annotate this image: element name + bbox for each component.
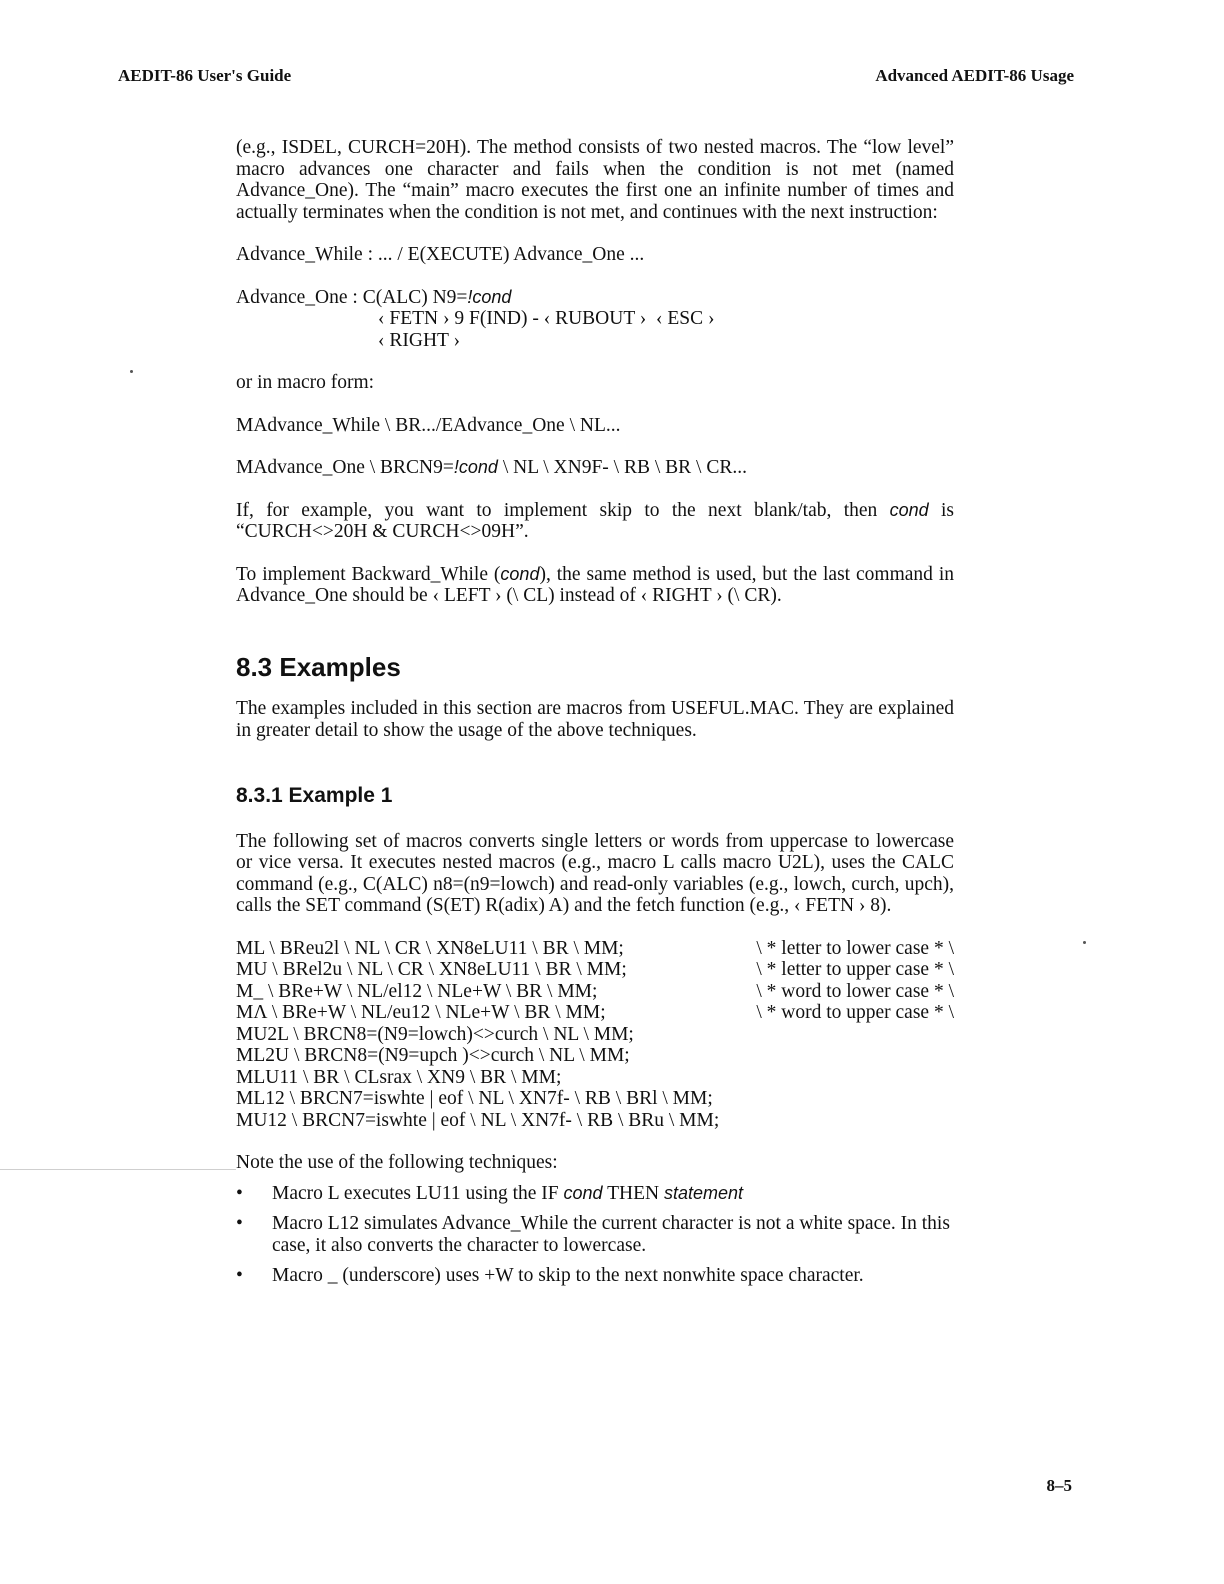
running-header-right: Advanced AEDIT-86 Usage bbox=[875, 66, 1074, 85]
skip-cond: cond bbox=[889, 499, 929, 520]
macro-code: ML12 \ BRCN7=iswhte | eof \ NL \ XN7f- \ RB \ BRl \ MM; bbox=[236, 1088, 713, 1109]
macro-code: MU12 \ BRCN7=iswhte | eof \ NL \ XN7f- \ RB \ BRu \ MM; bbox=[236, 1109, 720, 1131]
bullet-text: Macro L12 simulates Advance_While the current character is not a white space. In this case, it also converts the character to lowercase. bbox=[272, 1213, 950, 1256]
macro-advance-one bbox=[236, 457, 954, 479]
macro-form-label: or in macro form: bbox=[236, 372, 375, 393]
macro-one-suffix: \ NL \ XN9F- \ RB \ BR \ CR... bbox=[497, 457, 747, 478]
macro-code: MU \ BRel2u \ NL \ CR \ XN8eLU11 \ BR \ MM; bbox=[236, 959, 627, 980]
list-item bbox=[236, 1213, 954, 1256]
macro-listing bbox=[236, 938, 954, 1132]
macro-code: ML \ BReu2l \ NL \ CR \ XN8eLU11 \ BR \ MM; bbox=[236, 937, 624, 959]
backward-while-paragraph bbox=[236, 564, 954, 607]
macro-comment bbox=[746, 1045, 954, 1067]
bullet-text: Macro L executes LU11 using the IF bbox=[272, 1182, 564, 1204]
advance-one-continuation: ‹ FETN › 9 F(IND) - ‹ RUBOUT › ‹ ESC › bbox=[378, 308, 715, 329]
macro-comment bbox=[746, 1067, 954, 1089]
section-heading-8-3: 8.3 Examples bbox=[236, 651, 401, 682]
running-header-left: AEDIT-86 User's Guide bbox=[118, 66, 292, 85]
scan-speck bbox=[1083, 941, 1086, 944]
macro-row bbox=[236, 981, 954, 1003]
macro-row bbox=[236, 1045, 954, 1067]
advance-one-continuation-2: ‹ RIGHT › bbox=[378, 329, 460, 351]
backward-cond: cond bbox=[500, 563, 540, 584]
body-column bbox=[236, 137, 954, 1296]
macro-row bbox=[236, 1024, 954, 1046]
advance-one-cond: !cond bbox=[467, 286, 512, 307]
note-intro: Note the use of the following techniques: bbox=[236, 1152, 558, 1173]
macro-comment bbox=[746, 1024, 954, 1046]
macro-row bbox=[236, 1110, 954, 1132]
macro-one-cond: !cond bbox=[453, 457, 498, 477]
technique-list bbox=[236, 1183, 954, 1287]
macro-comment: \ * letter to lower case * \ bbox=[756, 937, 954, 959]
macro-one-prefix: MAdvance_One \ BRCN9= bbox=[236, 457, 454, 478]
macro-code: MLU11 \ BR \ CLsrax \ XN9 \ BR \ MM; bbox=[236, 1066, 562, 1088]
macro-comment: \ * word to upper case * \ bbox=[756, 1002, 954, 1023]
bullet-glyph: • bbox=[236, 1213, 243, 1234]
macro-code: MU2L \ BRCN8=(N9=lowch)<>curch \ NL \ MM; bbox=[236, 1023, 634, 1045]
macro-advance-while: MAdvance_While \ BR.../EAdvance_One \ NL... bbox=[236, 414, 621, 436]
macro-code: M_ \ BRe+W \ NL/el12 \ NLe+W \ BR \ MM; bbox=[236, 980, 598, 1002]
page-number: 8–5 bbox=[1046, 1476, 1072, 1495]
bullet-cond: cond bbox=[563, 1182, 603, 1203]
macro-row bbox=[236, 959, 954, 981]
skip-text-b: is “CURCH<>20H & CURCH<>09H”. bbox=[236, 499, 954, 542]
backward-text-b: ), the same method is used, but the last command in Advance_One should be ‹ LEFT › (\ CL) instead of ‹ RIGHT › (\ CR). bbox=[236, 563, 954, 606]
backward-text-a: To implement Backward_While ( bbox=[236, 563, 501, 585]
bullet-glyph: • bbox=[236, 1265, 243, 1286]
macro-comment bbox=[746, 1088, 954, 1110]
bullet-text: THEN bbox=[602, 1182, 664, 1204]
macro-comment: \ * letter to upper case * \ bbox=[756, 959, 954, 980]
bullet-text: Macro _ (underscore) uses +W to skip to the next nonwhite space character. bbox=[272, 1265, 864, 1286]
skip-text-a: If, for example, you want to implement skip to the next blank/tab, then bbox=[236, 499, 890, 521]
list-item bbox=[236, 1183, 954, 1205]
macro-code: MΛ \ BRe+W \ NL/eu12 \ NLe+W \ BR \ MM; bbox=[236, 1002, 606, 1023]
example-1-paragraph: The following set of macros converts single letters or words from uppercase to lowercase or vice versa. It executes nested macros (e.g., macro L calls macro U2L), uses the CALC command (e.g., C(ALC) n8=(n9=lowch) and read-only variables (e.g., lowch, curch, upch), calls the SET command (S(ET) R(adix) A) and the fetch function (e.g., ‹ FETN › 8). bbox=[236, 830, 954, 916]
skip-example-paragraph bbox=[236, 500, 954, 543]
bullet-statement: statement bbox=[663, 1182, 744, 1203]
scan-speck bbox=[130, 370, 133, 373]
macro-row bbox=[236, 1067, 954, 1089]
advance-while-line: Advance_While : ... / E(XECUTE) Advance_One ... bbox=[236, 244, 645, 265]
macro-row bbox=[236, 1002, 954, 1024]
bullet-glyph: • bbox=[236, 1182, 243, 1204]
macro-code: ML2U \ BRCN8=(N9=upch )<>curch \ NL \ MM; bbox=[236, 1045, 630, 1066]
advance-one-line bbox=[236, 287, 954, 309]
macro-row bbox=[236, 938, 954, 960]
macro-comment bbox=[746, 1110, 954, 1132]
macro-comment: \ * word to lower case * \ bbox=[756, 980, 954, 1002]
list-item bbox=[236, 1265, 954, 1287]
intro-paragraph: (e.g., ISDEL, CURCH=20H). The method consists of two nested macros. The “low level” macro advances one character and fails when the condition is not met (named Advance_One). The “main” macro executes the first one an infinite number of times and actually terminates when the condition is not met, and continues with the next instruction: bbox=[236, 137, 954, 223]
section-8-3-paragraph: The examples included in this section are macros from USEFUL.MAC. They are explained in greater detail to show the usage of the above techniques. bbox=[236, 698, 954, 741]
section-heading-8-3-1: 8.3.1 Example 1 bbox=[236, 784, 393, 807]
scan-artifact-line bbox=[0, 1169, 236, 1170]
advance-one-prefix: Advance_One : C(ALC) N9= bbox=[236, 286, 468, 308]
macro-row bbox=[236, 1088, 954, 1110]
